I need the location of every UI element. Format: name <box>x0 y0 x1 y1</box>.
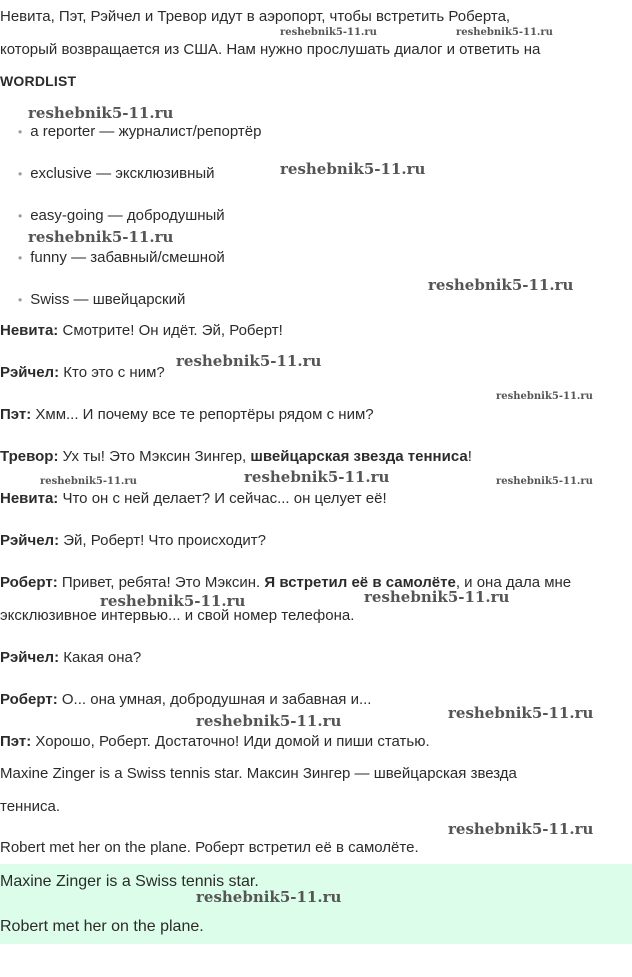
speaker: Рэйчел: <box>0 649 60 666</box>
watermark: reshebnik5-11.ru <box>100 592 246 610</box>
line-text: Кто это с ним? <box>59 364 165 381</box>
dialogue-line-cont: эксклюзивное интервью... и свой номер телефона. <box>0 607 355 624</box>
answer-line: Robert met her on the plane. Роберт встретил её в самолёте. <box>0 839 419 856</box>
speaker: Роберт: <box>0 574 58 591</box>
speaker: Невита: <box>0 322 59 339</box>
speaker: Тревор: <box>0 448 59 465</box>
line-text: Хмм... И почему все те репортёры рядом с ним? <box>31 406 374 423</box>
watermark: reshebnik5-11.ru <box>40 476 137 487</box>
watermark: reshebnik5-11.ru <box>496 476 593 487</box>
dialogue-line <box>0 732 430 752</box>
intro-line: Невита, Пэт, Рэйчел и Тревор идут в аэропорт, чтобы встретить Роберта, <box>0 8 511 25</box>
watermark: reshebnik5-11.ru <box>28 104 174 122</box>
line-text: Какая она? <box>59 649 142 666</box>
dialogue-line <box>0 363 165 383</box>
wordlist-item: • Swiss — швейцарский <box>18 290 185 310</box>
watermark: reshebnik5-11.ru <box>448 704 594 722</box>
speaker: Роберт: <box>0 691 58 708</box>
watermark: reshebnik5-11.ru <box>244 468 390 486</box>
dialogue-line <box>0 405 374 425</box>
answer-line: тенниса. <box>0 798 60 815</box>
watermark: reshebnik5-11.ru <box>428 276 574 294</box>
line-text: Что он с ней делает? И сейчас... он целует её! <box>58 490 387 507</box>
highlight-line: Maxine Zinger is a Swiss tennis star. <box>0 873 259 890</box>
watermark: reshebnik5-11.ru <box>176 352 322 370</box>
dialogue-line <box>0 447 472 467</box>
watermark: reshebnik5-11.ru <box>196 888 342 906</box>
answer-line: Maxine Zinger is a Swiss tennis star. Максин Зингер — швейцарская звезда <box>0 765 517 782</box>
wordlist-item: • funny — забавный/смешной <box>18 248 225 268</box>
speaker: Невита: <box>0 490 59 507</box>
line-text: Смотрите! Он идёт. Эй, Роберт! <box>58 322 283 339</box>
highlight-line: Robert met her on the plane. <box>0 918 204 935</box>
line-text: Эй, Роберт! Что происходит? <box>59 532 267 549</box>
line-text: Ух ты! Это Мэксин Зингер, <box>58 448 251 465</box>
dialogue-line <box>0 489 387 509</box>
watermark: reshebnik5-11.ru <box>456 27 553 38</box>
wordlist-item: • exclusive — эксклюзивный <box>18 164 215 184</box>
watermark: reshebnik5-11.ru <box>280 160 426 178</box>
highlighted-phrase: Я встретил её в самолёте <box>264 574 456 591</box>
watermark: reshebnik5-11.ru <box>196 712 342 730</box>
line-text: О... она умная, добродушная и забавная и... <box>57 691 372 708</box>
speaker: Пэт: <box>0 406 32 423</box>
line-text: , и она дала мне <box>455 574 572 591</box>
speaker: Пэт: <box>0 733 32 750</box>
line-text: ! <box>467 448 472 465</box>
speaker: Рэйчел: <box>0 364 60 381</box>
watermark: reshebnik5-11.ru <box>496 391 593 402</box>
wordlist-heading: WORDLIST <box>0 73 77 89</box>
watermark: reshebnik5-11.ru <box>448 820 594 838</box>
dialogue-line <box>0 648 141 668</box>
watermark: reshebnik5-11.ru <box>364 588 510 606</box>
line-text: Привет, ребята! Это Мэксин. <box>57 574 265 591</box>
dialogue-line <box>0 531 266 551</box>
highlighted-phrase: швейцарская звезда тенниса <box>250 448 468 465</box>
watermark: reshebnik5-11.ru <box>28 228 174 246</box>
line-text: Хорошо, Роберт. Достаточно! Иди домой и пиши статью. <box>31 733 430 750</box>
wordlist-item: • a reporter — журналист/репортёр <box>18 122 261 142</box>
watermark: reshebnik5-11.ru <box>280 27 377 38</box>
dialogue-line <box>0 690 371 710</box>
speaker: Рэйчел: <box>0 532 60 549</box>
intro-line: который возвращается из США. Нам нужно прослушать диалог и ответить на <box>0 41 541 58</box>
wordlist-item: • easy-going — добродушный <box>18 206 225 226</box>
dialogue-line <box>0 321 283 341</box>
